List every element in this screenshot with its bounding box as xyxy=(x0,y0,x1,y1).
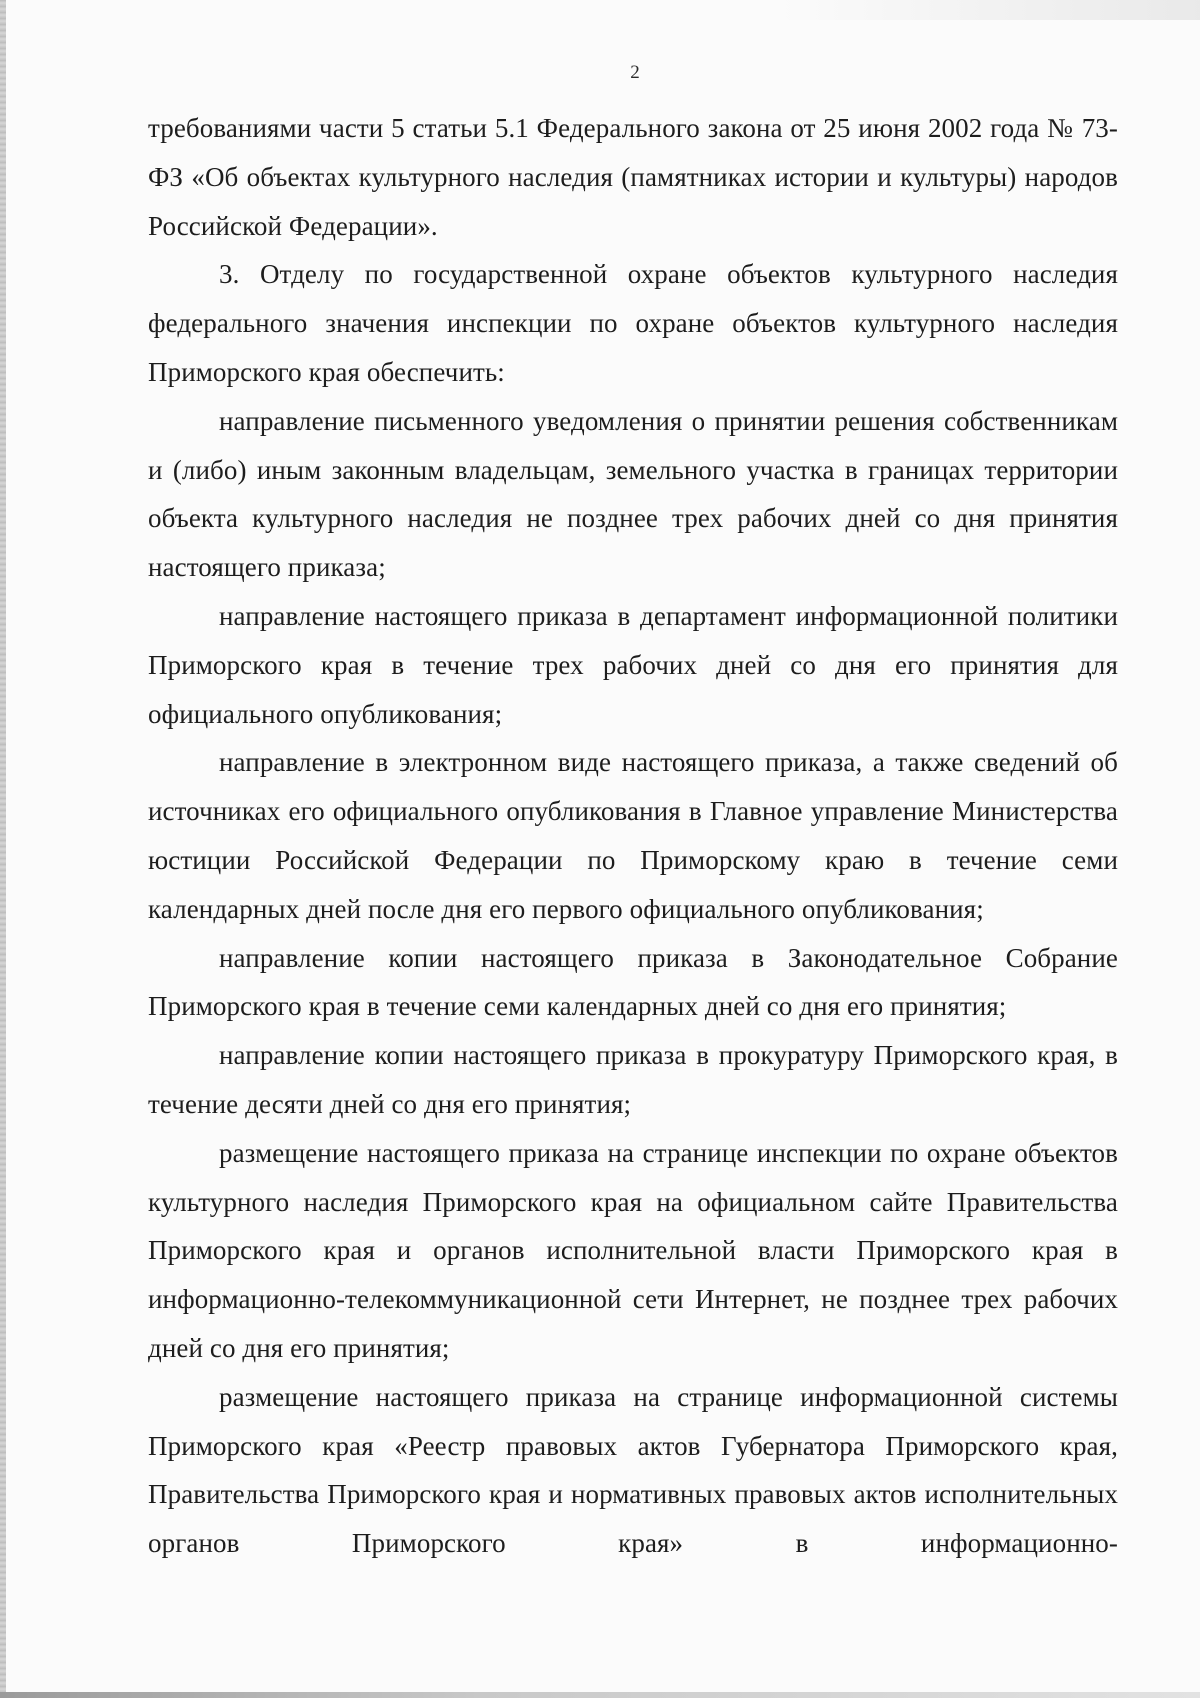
paragraph-9: размещение настоящего приказа на странице информационной системы Приморского края «Реестр правовых актов Губернатора Приморского края, Правительства Приморского края и нормативных правовых актов исполнительных органов Приморского края» в информационно- xyxy=(148,1381,1118,1559)
paragraph-3: направление письменного уведомления о принятии решения собственникам и (либо) иным законным владельцам, земельного участка в границах территории объекта культурного наследия не позднее трех рабочих дней со дня принятия настоящего приказа; xyxy=(148,405,1118,583)
paragraph-5: направление в электронном виде настоящего приказа, а также сведений об источниках его официального опубликования в Главное управление Министерства юстиции Российской Федерации по Приморскому краю в течение семи календарных дней после дня его первого официального опубликования; xyxy=(148,747,1118,924)
paragraph-8: размещение настоящего приказа на странице инспекции по охране объектов культурного наследия Приморского края на официальном сайте Правительства Приморского края и органов исполнительной власти Приморского края в информационно-телекоммуникационной сети Интернет, не позднее трех рабочих дней со дня его принятия; xyxy=(148,1137,1118,1363)
scan-edge-left xyxy=(0,0,6,1698)
page-number: 2 xyxy=(630,62,640,83)
paragraph-4: направление настоящего приказа в департамент информационной политики Приморского края в течение трех рабочих дней со дня его принятия для официального опубликования; xyxy=(148,600,1118,729)
scan-edge-top xyxy=(780,0,1200,20)
paragraph-6: направление копии настоящего приказа в Законодательное Собрание Приморского края в течение семи календарных дней со дня его принятия; xyxy=(148,942,1118,1022)
scan-edge-bottom xyxy=(0,1692,1200,1698)
paragraph-1: требованиями части 5 статьи 5.1 Федерального закона от 25 июня 2002 года № 73-ФЗ «Об объектах культурного наследия (памятниках истории и культуры) народов Российской Федерации». xyxy=(148,113,1118,241)
paragraph-7: направление копии настоящего приказа в прокуратуру Приморского края, в течение десяти дней со дня его принятия; xyxy=(148,1040,1118,1119)
paragraph-2: 3. Отделу по государственной охране объектов культурного наследия федерального значения инспекции по охране объектов культурного наследия Приморского края обеспечить: xyxy=(148,259,1118,387)
document-body xyxy=(148,104,1118,1568)
